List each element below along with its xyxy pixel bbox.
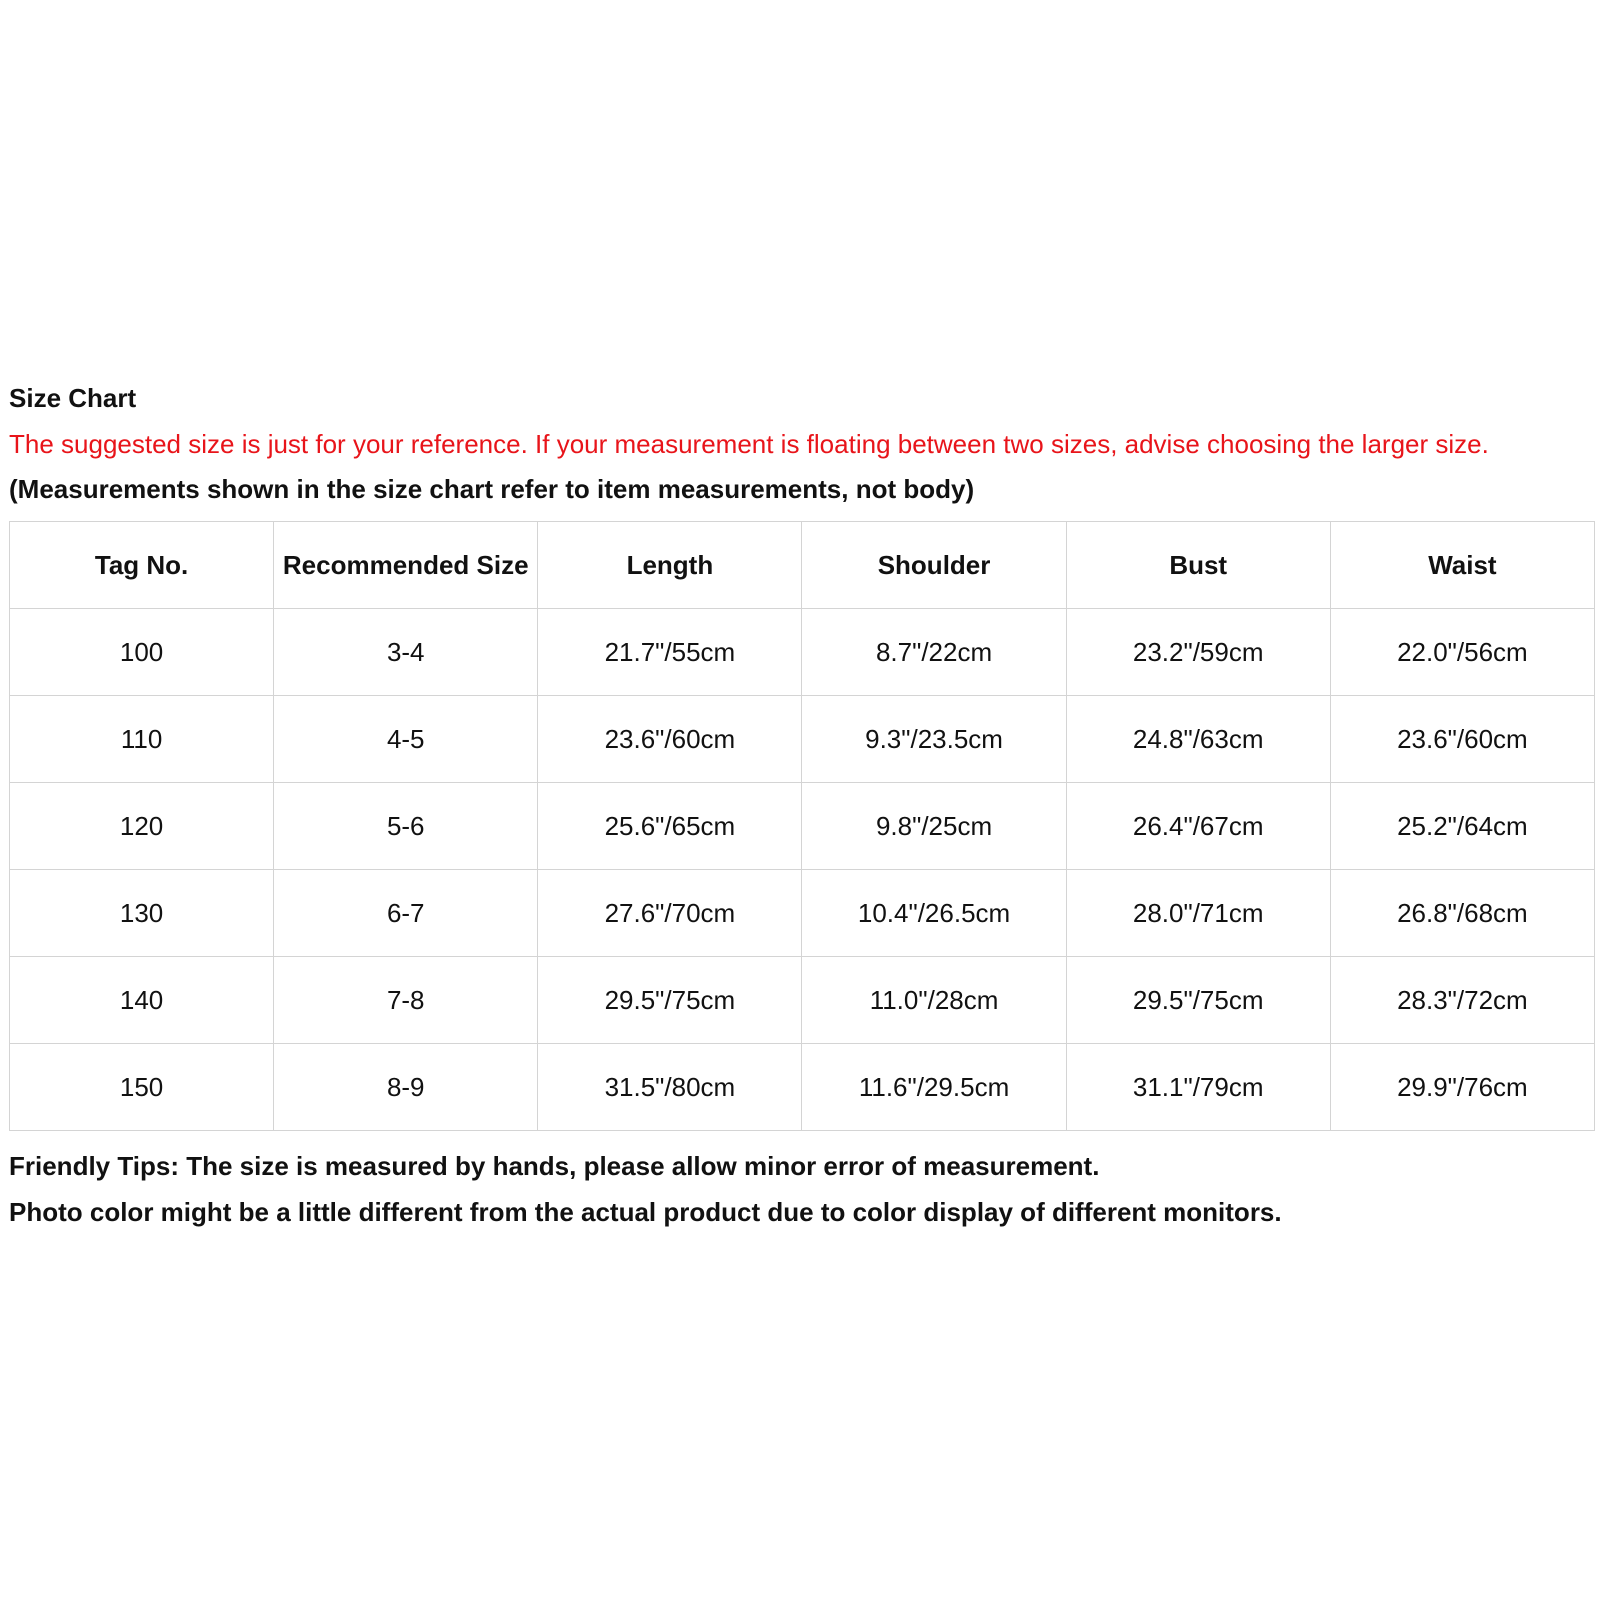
size-chart-title: Size Chart: [9, 383, 137, 413]
cell-recommended-size: 6-7: [274, 870, 538, 957]
cell-tag-no: 130: [10, 870, 274, 957]
cell-length: 25.6"/65cm: [538, 783, 802, 870]
cell-recommended-size: 3-4: [274, 609, 538, 696]
cell-recommended-size: 5-6: [274, 783, 538, 870]
cell-tag-no: 100: [10, 609, 274, 696]
table-row: [10, 957, 1595, 1044]
table-row: [10, 870, 1595, 957]
cell-shoulder: 9.3"/23.5cm: [802, 696, 1066, 783]
header-waist: Waist: [1330, 522, 1594, 609]
cell-length: 23.6"/60cm: [538, 696, 802, 783]
size-table: [9, 521, 1595, 1131]
cell-bust: 28.0"/71cm: [1066, 870, 1330, 957]
table-row: [10, 696, 1595, 783]
cell-bust: 29.5"/75cm: [1066, 957, 1330, 1044]
header-length: Length: [538, 522, 802, 609]
table-row: [10, 1044, 1595, 1131]
header-tag-no: Tag No.: [10, 522, 274, 609]
cell-shoulder: 11.6"/29.5cm: [802, 1044, 1066, 1131]
cell-shoulder: 9.8"/25cm: [802, 783, 1066, 870]
size-notice: The suggested size is just for your reference. If your measurement is floating between two sizes, advise choosing the larger size.: [9, 429, 1489, 459]
cell-bust: 31.1"/79cm: [1066, 1044, 1330, 1131]
cell-length: 21.7"/55cm: [538, 609, 802, 696]
measurement-note: (Measurements shown in the size chart refer to item measurements, not body): [9, 474, 975, 504]
cell-tag-no: 150: [10, 1044, 274, 1131]
cell-shoulder: 8.7"/22cm: [802, 609, 1066, 696]
cell-shoulder: 11.0"/28cm: [802, 957, 1066, 1044]
header-shoulder: Shoulder: [802, 522, 1066, 609]
cell-recommended-size: 4-5: [274, 696, 538, 783]
table-header-row: [10, 522, 1595, 609]
cell-length: 31.5"/80cm: [538, 1044, 802, 1131]
cell-waist: 23.6"/60cm: [1330, 696, 1594, 783]
cell-length: 27.6"/70cm: [538, 870, 802, 957]
cell-recommended-size: 7-8: [274, 957, 538, 1044]
cell-bust: 24.8"/63cm: [1066, 696, 1330, 783]
cell-waist: 28.3"/72cm: [1330, 957, 1594, 1044]
cell-tag-no: 140: [10, 957, 274, 1044]
cell-shoulder: 10.4"/26.5cm: [802, 870, 1066, 957]
cell-tag-no: 120: [10, 783, 274, 870]
table-row: [10, 783, 1595, 870]
cell-waist: 26.8"/68cm: [1330, 870, 1594, 957]
cell-tag-no: 110: [10, 696, 274, 783]
cell-recommended-size: 8-9: [274, 1044, 538, 1131]
cell-waist: 25.2"/64cm: [1330, 783, 1594, 870]
cell-bust: 26.4"/67cm: [1066, 783, 1330, 870]
cell-waist: 22.0"/56cm: [1330, 609, 1594, 696]
cell-waist: 29.9"/76cm: [1330, 1044, 1594, 1131]
cell-length: 29.5"/75cm: [538, 957, 802, 1044]
friendly-tip: Friendly Tips: The size is measured by hands, please allow minor error of measurement.: [9, 1151, 1100, 1181]
color-disclaimer: Photo color might be a little different from the actual product due to color display of different monitors.: [9, 1197, 1282, 1227]
cell-bust: 23.2"/59cm: [1066, 609, 1330, 696]
header-bust: Bust: [1066, 522, 1330, 609]
table-row: [10, 609, 1595, 696]
header-recommended-size: Recommended Size: [274, 522, 538, 609]
